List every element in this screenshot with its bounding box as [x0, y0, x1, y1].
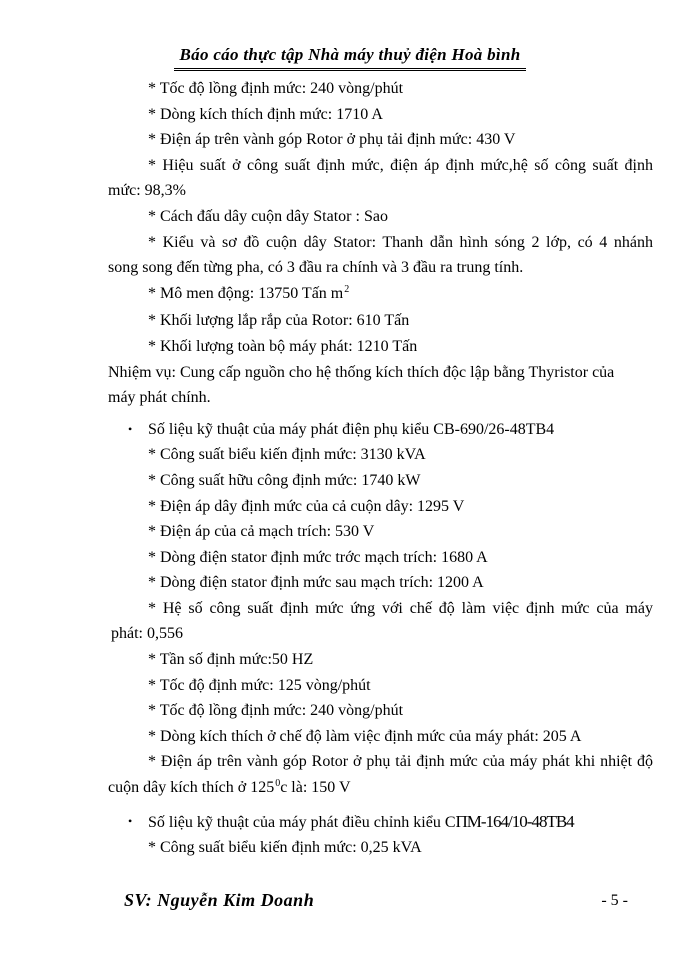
bullet-text-cyrillic: ПM-164/10-48TB4 — [455, 811, 574, 831]
bullet-text: Số liệu kỹ thuật của máy phát điều chỉnh kiểu C — [148, 813, 456, 831]
text-line: mức: 98,3% — [108, 182, 186, 200]
bullet-text: Số liệu kỹ thuật của máy phát điện phụ kiểu CB-690/26-48TB4 — [148, 420, 555, 438]
text-segment: cuộn dây kích thích ở 125 — [108, 779, 275, 797]
footer-author: SV: Nguyễn Kim Doanh — [124, 890, 315, 910]
text-line: * Khối lượng toàn bộ máy phát: 1210 Tấn — [148, 337, 418, 355]
text-line: * Dòng điện stator định mức trớc mạch trích: 1680 A — [148, 548, 488, 566]
text-line: * Dòng điện stator định mức sau mạch trích: 1200 A — [148, 574, 484, 592]
text-line: * Tần số định mức:50 HZ — [148, 651, 314, 669]
text-line — [108, 281, 653, 309]
bullet-icon: • — [128, 421, 133, 436]
text-line: * Công suất biểu kiến định mức: 3130 kVA — [148, 446, 426, 464]
text-line: * Khối lượng lắp rắp của Rotor: 610 Tấn — [148, 312, 410, 330]
text-segment: c là: 150 V — [280, 779, 351, 797]
text-line: * Điện áp trên vành góp Rotor ở phụ tải định mức: 430 V — [148, 131, 516, 149]
document-body — [108, 76, 653, 861]
text-line: * Dòng kích thích định mức: 1710 A — [148, 105, 383, 123]
text-line: * Điện áp dây định mức của cả cuộn dây: 1295 V — [148, 497, 465, 515]
text-line: * Công suất hữu công định mức: 1740 kW — [148, 471, 421, 489]
bullet-item — [108, 809, 653, 836]
text-line: * Cách đấu dây cuộn dây Stator : Sao — [148, 207, 388, 225]
text-line: * Điện áp của cả mạch trích: 530 V — [148, 523, 375, 541]
superscript: 0 — [275, 778, 281, 790]
text-line: * Công suất biểu kiến định mức: 0,25 kVA — [148, 839, 422, 857]
text-segment: * Mô men động: 13750 Tấn m — [148, 284, 344, 302]
text-line: * Hiệu suất ở công suất định mức, điện áp định mức,hệ số công suất định — [148, 156, 653, 174]
text-line — [108, 775, 653, 803]
text-line: * Tốc độ lồng định mức: 240 vòng/phút — [148, 80, 404, 97]
bullet-icon: • — [128, 813, 133, 828]
text-line: song song đến từng pha, có 3 đầu ra chính và 3 đầu ra trung tính. — [108, 259, 524, 277]
text-line: Nhiệm vụ: Cung cấp nguồn cho hệ thống kích thích độc lập bằng Thyristor của — [108, 363, 615, 381]
page-footer — [0, 890, 700, 920]
text-line: máy phát chính. — [108, 389, 211, 407]
text-line: * Kiểu và sơ đồ cuộn dây Stator: Thanh dẫn hình sóng 2 lớp, có 4 nhánh — [148, 233, 653, 251]
superscript: 2 — [344, 283, 350, 295]
page-header — [0, 45, 700, 71]
bullet-item — [108, 417, 653, 443]
text-line: * Tốc độ lồng định mức: 240 vòng/phút — [148, 702, 404, 720]
text-line: * Điện áp trên vành góp Rotor ở phụ tải định mức của máy phát khi nhiệt độ — [148, 753, 653, 771]
text-line: * Dòng kích thích ở chế độ làm việc định mức của máy phát: 205 A — [148, 727, 582, 745]
text-line: * Hệ số công suất định mức ứng với chế độ làm việc định mức của máy — [148, 599, 653, 617]
text-line: phát: 0,556 — [111, 625, 183, 643]
header-title: Báo cáo thực tập Nhà máy thuỷ điện Hoà bình — [174, 45, 527, 71]
text-line: * Tốc độ định mức: 125 vòng/phút — [148, 676, 371, 694]
page-number: - 5 - — [601, 892, 628, 909]
